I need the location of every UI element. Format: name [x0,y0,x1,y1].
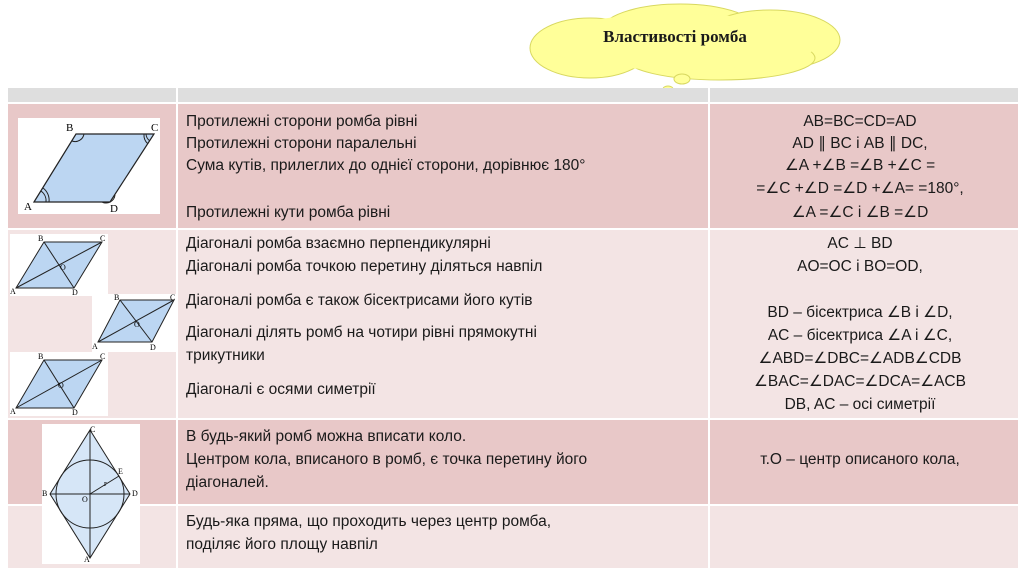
formula-text: ∠A =∠C і ∠B =∠D [791,204,929,221]
vertex-label-d: D [150,343,156,352]
property-text: Протилежні сторони паралельні [186,135,417,152]
property-text: Протилежні сторони ромба рівні [186,113,418,130]
formula-text: ∠ABD=∠DBC=∠ADB∠CDB [758,350,962,367]
property-text: Діагоналі ромба є також бісектрисами його кутів [186,292,533,309]
rhombus-bisector-figure [92,294,178,352]
vertex-label-d: D [132,489,138,498]
page-title: Властивості ромба [603,27,747,46]
property-text: Діагоналі ромба точкою перетину діляться навпіл [186,258,543,275]
formula-text: DB, AC – осі симетрії [784,396,936,413]
vertex-label-b: B [38,234,44,243]
formula-text: ∠BAC=∠DAC=∠DCA=∠ACB [754,373,966,390]
property-text: Діагоналі ромба взаємно перпендикулярні [186,235,491,252]
center-label-o: O [60,263,66,272]
property-text: Діагоналі ділять ромб на чотири рівні прямокутні [186,324,537,341]
property-text: Центром кола, вписаного в ромб, є точка перетину його [186,451,588,468]
formula-text: ∠A +∠B =∠B +∠C = [784,157,936,174]
property-text: Сума кутів, прилеглих до однієї сторони, дорівнює 180° [186,157,586,174]
formula-text: AB=BC=CD=AD [803,113,917,130]
vertex-label-c: C [100,234,106,243]
center-label-o: O [134,320,140,329]
vertex-label-d: D [72,288,78,296]
formula-text: AO=OC і BO=OD, [797,258,923,275]
formula-text: AD ∥ BC і AB ∥ DC, [792,135,928,152]
vertex-label-a: A [10,287,16,296]
formula-text: AC – бісектриса ∠A і ∠C, [767,327,953,344]
rhombus-diagonals-figure [10,234,108,296]
vertex-label-c: C [90,425,96,434]
vertex-label-b: B [38,352,44,361]
property-text: діагоналей. [186,474,269,491]
formula-text: т.О – центр описаного кола, [760,451,960,468]
vertex-label-c: C [100,352,106,361]
vertex-label-a: A [92,342,98,351]
center-label-o: O [82,495,88,504]
point-label-e: E [118,467,123,476]
vertex-label-c: C [170,294,176,302]
property-text: В будь-який ромб можна вписати коло. [186,428,467,445]
rhombus-triangles-figure [10,352,108,416]
vertex-label-b: B [114,294,120,302]
vertex-label-a: A [84,555,90,564]
vertex-label-a: A [24,201,32,213]
inscribed-circle-figure [42,424,140,564]
vertex-label-d: D [110,203,118,214]
property-text: поділяє його площу навпіл [186,536,378,553]
formula-text: BD – бісектриса ∠B і ∠D, [767,304,953,321]
vertex-label-a: A [10,407,16,416]
vertex-label-b: B [66,122,74,134]
property-text: Будь-яка пряма, що проходить через центр ромба, [186,513,552,530]
property-text: Протилежні кути ромба рівні [186,204,391,221]
property-text: Діагоналі є осями симетрії [186,381,376,398]
property-text: трикутники [186,347,265,364]
formula-text: AC ⊥ BD [827,235,893,252]
vertex-label-b: B [42,489,48,498]
formula-text: =∠C +∠D =∠D +∠A= =180°, [756,180,964,197]
title-cloud [520,0,1010,96]
rhombus-angles-figure [18,118,160,214]
table-header-row [8,88,1018,102]
vertex-label-d: D [72,408,78,416]
center-label-o: O [58,381,64,390]
radius-label-r: r [104,479,107,488]
vertex-label-c: C [151,122,159,134]
